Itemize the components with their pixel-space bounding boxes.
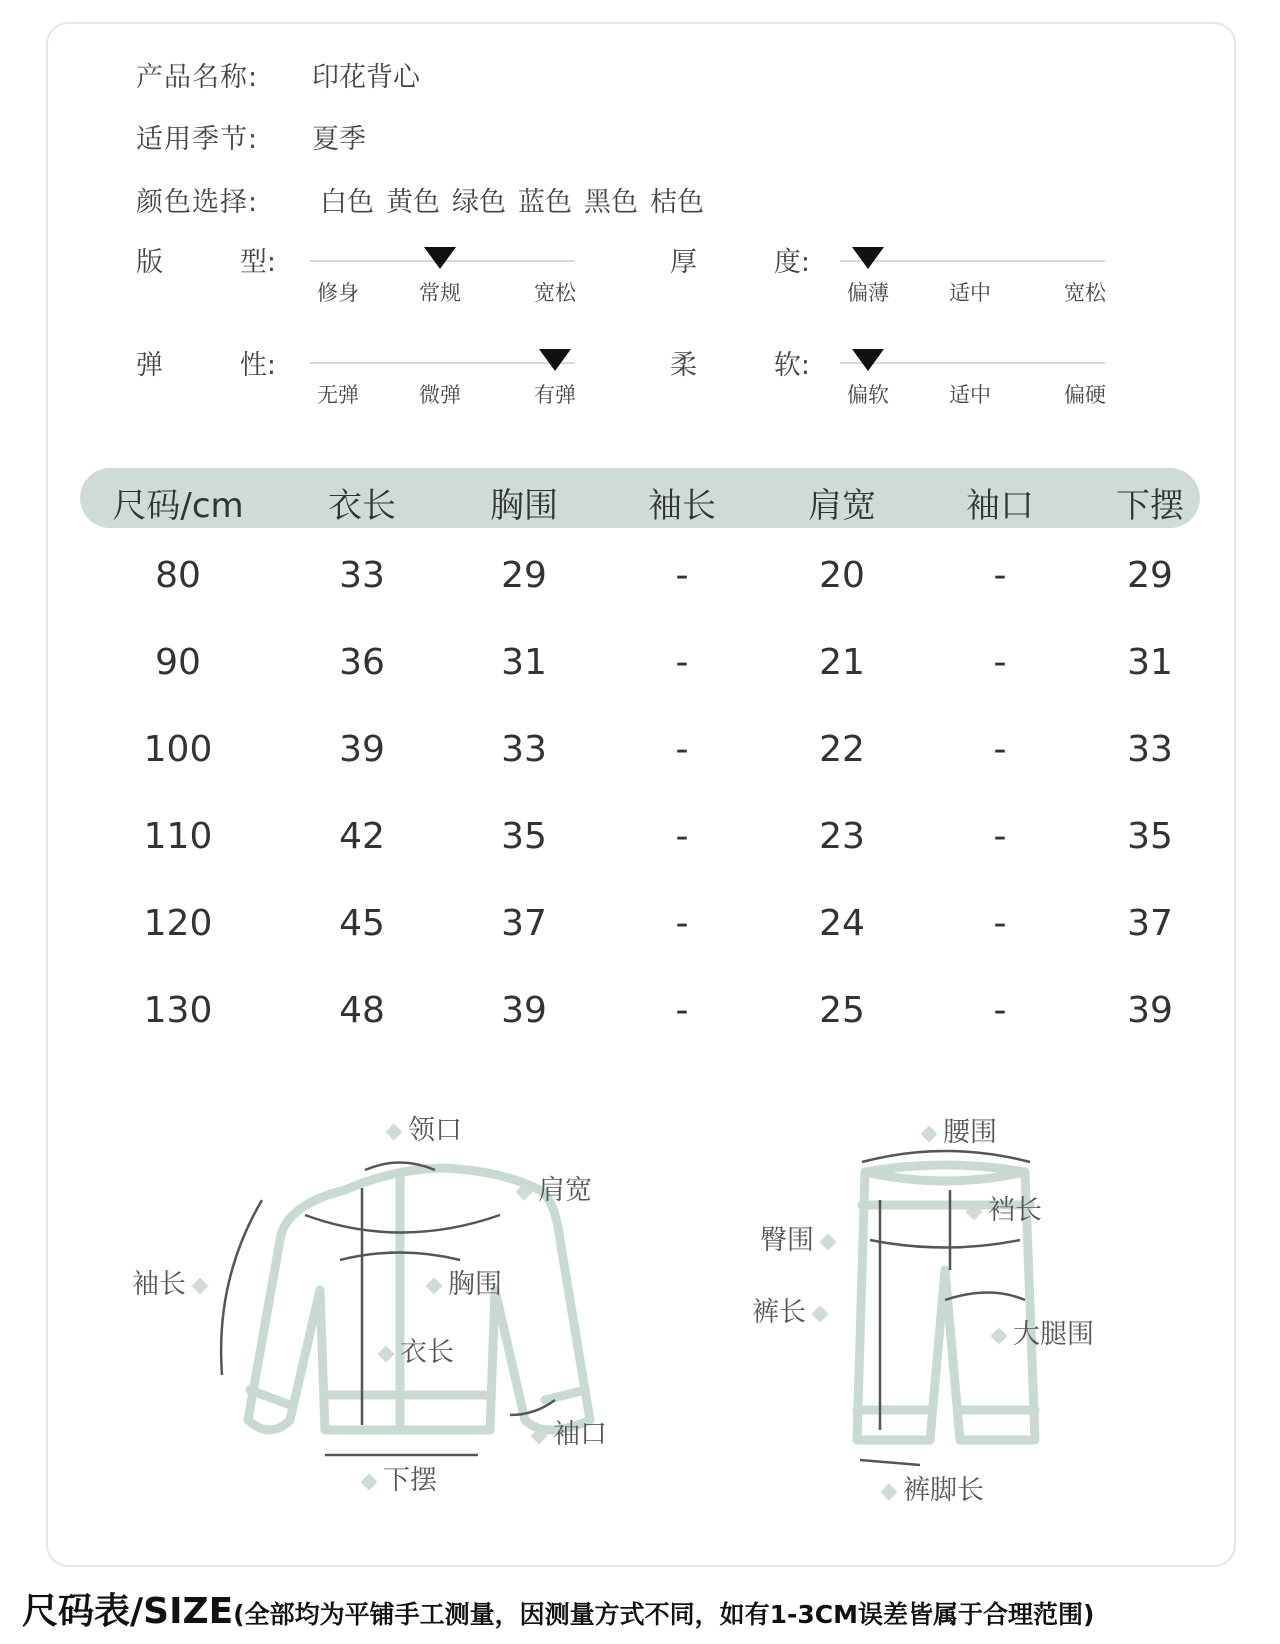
scale-marker-icon: [539, 349, 571, 371]
leg-opening-label: 裤脚长: [875, 1468, 984, 1507]
table-cell: 80: [155, 555, 201, 596]
table-cell: 45: [339, 903, 385, 944]
table-cell: 37: [1127, 903, 1173, 944]
collar-label: 领口: [380, 1108, 462, 1147]
table-header-cell: 肩宽: [808, 486, 876, 526]
table-cell: 39: [339, 729, 385, 770]
scale-option: 微弹: [419, 383, 461, 407]
table-cell: 48: [339, 990, 385, 1031]
table-header-cell: 胸围: [490, 486, 558, 526]
table-cell: 31: [501, 642, 547, 683]
scale-option: 有弹: [534, 383, 576, 407]
softness-label: 柔 软:: [670, 350, 810, 381]
table-cell: 25: [819, 990, 865, 1031]
scale-option: 宽松: [1064, 281, 1106, 305]
season-value: 夏季: [312, 124, 366, 155]
table-cell: 110: [143, 816, 213, 857]
table-cell: 90: [155, 642, 201, 683]
scale-option: 宽松: [534, 281, 576, 305]
color-label: 颜色选择:: [136, 187, 259, 218]
scale-option: 常规: [419, 281, 461, 305]
table-cell: 39: [501, 990, 547, 1031]
elasticity-label: 弹 性:: [136, 350, 276, 381]
scale-marker-icon: [852, 247, 884, 269]
table-cell: -: [993, 816, 1007, 857]
table-cell: -: [675, 555, 689, 596]
table-cell: -: [675, 903, 689, 944]
scale-option: 适中: [949, 383, 991, 407]
color-option: 黑色: [584, 187, 638, 218]
length-label: 衣长: [372, 1330, 454, 1369]
table-header-cell: 袖长: [648, 486, 716, 526]
pants-length-label: 裤长: [752, 1290, 834, 1329]
thickness-label: 厚 度:: [670, 247, 810, 278]
scale-option: 适中: [949, 281, 991, 305]
table-cell: 37: [501, 903, 547, 944]
table-cell: -: [993, 990, 1007, 1031]
rise-label: 裆长: [960, 1188, 1042, 1227]
table-cell: -: [993, 903, 1007, 944]
table-cell: 29: [1127, 555, 1173, 596]
scale-option: 无弹: [317, 383, 359, 407]
table-cell: 31: [1127, 642, 1173, 683]
scale-option: 偏薄: [847, 281, 889, 305]
table-cell: 35: [501, 816, 547, 857]
product-name-label: 产品名称:: [136, 62, 259, 93]
table-cell: 42: [339, 816, 385, 857]
footer-title: 尺码表/SIZE: [22, 1591, 234, 1632]
table-header-cell: 尺码/cm: [112, 486, 244, 526]
table-cell: 21: [819, 642, 865, 683]
footer: [22, 1583, 1094, 1634]
shoulder-label: 肩宽: [510, 1168, 592, 1207]
scale-option: 偏硬: [1064, 383, 1106, 407]
season-label: 适用季节:: [136, 124, 259, 155]
table-cell: 23: [819, 816, 865, 857]
scale-option: 偏软: [847, 383, 889, 407]
table-cell: 29: [501, 555, 547, 596]
chest-label: 胸围: [420, 1262, 502, 1301]
table-cell: 36: [339, 642, 385, 683]
color-options: [320, 180, 704, 219]
table-cell: -: [675, 990, 689, 1031]
cuff-label: 袖口: [525, 1412, 607, 1451]
table-cell: 20: [819, 555, 865, 596]
table-cell: 39: [1127, 990, 1173, 1031]
color-option: 桔色: [650, 187, 704, 218]
table-cell: 33: [339, 555, 385, 596]
table-cell: 33: [1127, 729, 1173, 770]
table-header-cell: 衣长: [328, 486, 396, 526]
hem-label: 下摆: [355, 1458, 437, 1497]
sleeve-label: 袖长: [132, 1262, 214, 1301]
table-cell: -: [993, 729, 1007, 770]
color-option: 蓝色: [518, 187, 572, 218]
waist-label: 腰围: [915, 1110, 997, 1149]
product-name-value: 印花背心: [312, 62, 420, 93]
color-option: 绿色: [452, 187, 506, 218]
table-cell: 35: [1127, 816, 1173, 857]
table-cell: 130: [143, 990, 213, 1031]
thigh-label: 大腿围: [985, 1312, 1094, 1351]
table-cell: -: [675, 816, 689, 857]
footer-note: (全部均为平铺手工测量，因测量方式不同，如有1-3CM误差皆属于合理范围): [233, 1600, 1095, 1629]
fit-label: 版 型:: [136, 247, 276, 278]
table-cell: 120: [143, 903, 213, 944]
table-cell: -: [993, 642, 1007, 683]
table-header-cell: 袖口: [966, 486, 1034, 526]
table-cell: 100: [143, 729, 213, 770]
table-header-cell: 下摆: [1116, 486, 1184, 526]
table-cell: 33: [501, 729, 547, 770]
scale-marker-icon: [424, 247, 456, 269]
hip-label: 臀围: [760, 1218, 842, 1257]
table-cell: -: [675, 642, 689, 683]
table-cell: 24: [819, 903, 865, 944]
scale-marker-icon: [852, 349, 884, 371]
color-option: 黄色: [386, 187, 440, 218]
table-cell: 22: [819, 729, 865, 770]
table-cell: -: [993, 555, 1007, 596]
table-cell: -: [675, 729, 689, 770]
color-option: 白色: [320, 187, 374, 218]
scale-option: 修身: [317, 281, 359, 305]
